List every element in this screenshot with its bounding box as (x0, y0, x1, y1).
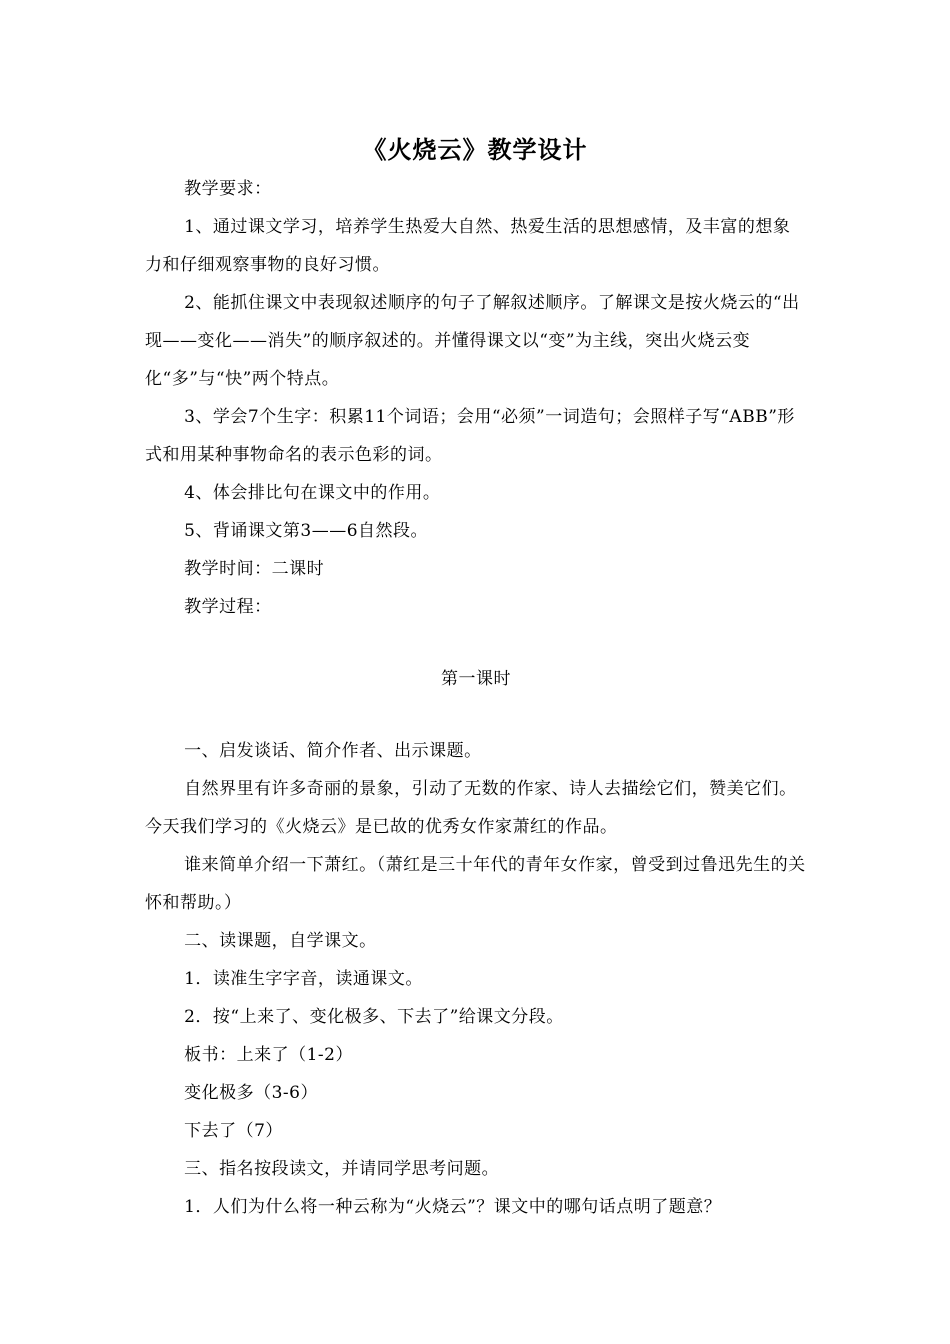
requirement-4: 4、体会排比句在课文中的作用。 (184, 483, 441, 503)
document-title: 《火烧云》教学设计 (362, 136, 588, 164)
step-2-heading: 二、读课题，自学课文。 (184, 931, 377, 951)
section-heading-requirements: 教学要求： (184, 179, 272, 199)
requirement-3: 3、学会7个生字：积累11个词语；会用“必须”一词造句；会照样子写“ABB”形式和用某种事物命名的表示色彩的词。 (145, 407, 795, 465)
paragraph-intro: 自然界里有许多奇丽的景象，引动了无数的作家、诗人去描绘它们，赞美它们。今天我们学习的《火烧云》是已故的优秀女作家萧红的作品。 (145, 779, 797, 837)
requirement-5: 5、背诵课文第3——6自然段。 (184, 521, 429, 541)
step-1-heading: 一、启发谈话、简介作者、出示课题。 (184, 741, 482, 761)
lesson-heading: 第一课时 (441, 669, 511, 689)
step-3-item-1: 1．人们为什么将一种云称为“火烧云”？课文中的哪句话点明了题意？ (184, 1197, 722, 1217)
section-heading-process: 教学过程： (184, 597, 272, 617)
paragraph-author: 谁来简单介绍一下萧红。（萧红是三十年代的青年女作家，曾受到过鲁迅先生的关怀和帮助。） (145, 855, 806, 913)
requirement-2: 2、能抓住课文中表现叙述顺序的句子了解叙述顺序。了解课文是按火烧云的“出现——变化——消失”的顺序叙述的。并懂得课文以“变”为主线，突出火烧云变化“多”与“快”两个特点。 (145, 293, 800, 389)
step-2-item-2: 2．按“上来了、变化极多、下去了”给课文分段。 (184, 1007, 564, 1027)
board-writing-1: 板书：上来了（1-2） (184, 1045, 353, 1065)
board-writing-2: 变化极多（3-6） (184, 1083, 318, 1103)
step-2-item-1: 1．读准生字字音，读通课文。 (184, 969, 423, 989)
requirement-1: 1、通过课文学习，培养学生热爱大自然、热爱生活的思想感情，及丰富的想象力和仔细观察事物的良好习惯。 (145, 217, 791, 275)
document-body (145, 170, 807, 1226)
step-3-heading: 三、指名按段读文，并请同学思考问题。 (184, 1159, 500, 1179)
board-writing-3: 下去了（7） (184, 1121, 283, 1141)
teaching-time: 教学时间：二课时 (184, 559, 325, 579)
